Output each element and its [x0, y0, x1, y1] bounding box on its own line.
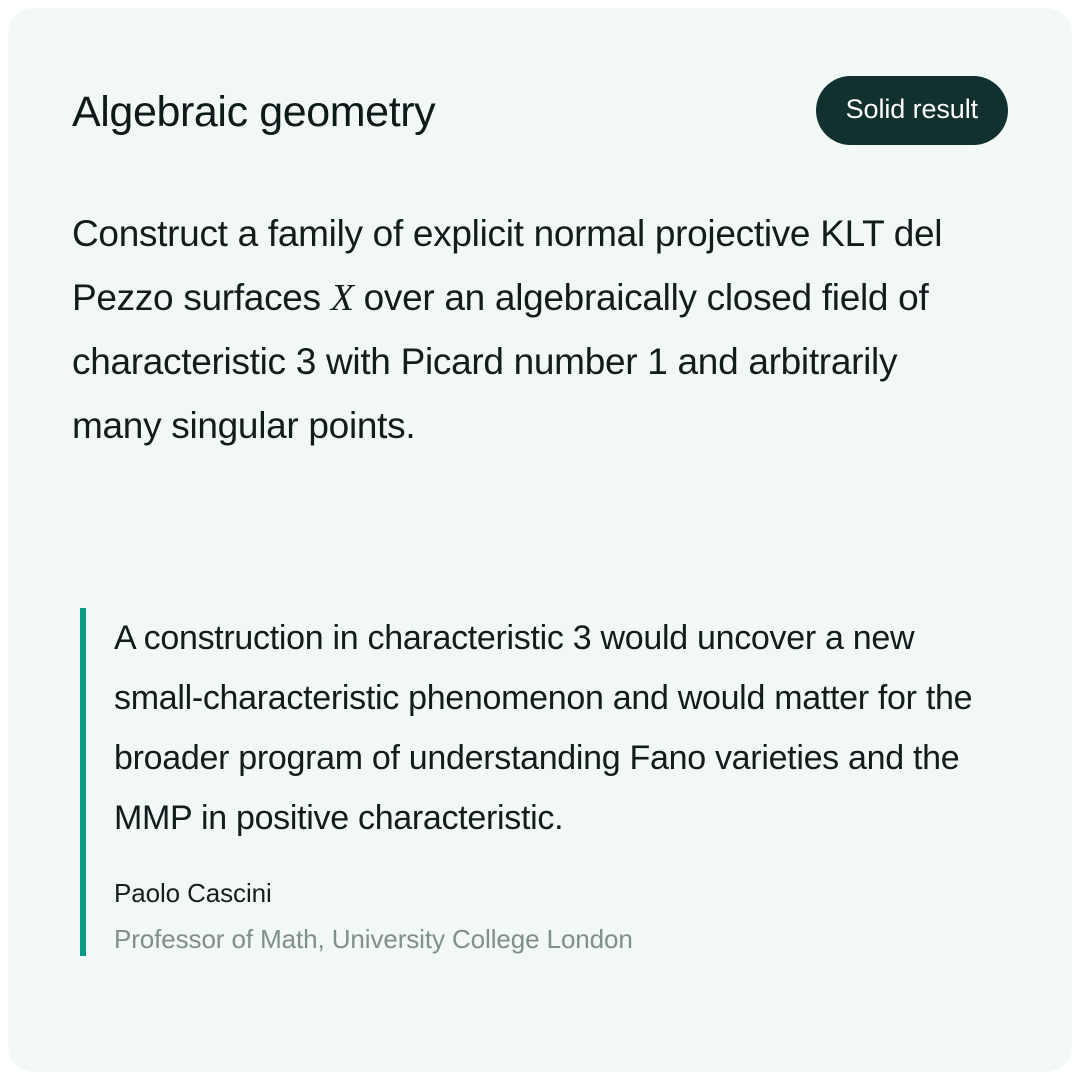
problem-text-part-1: Construct a family of explicit normal projective KLT del Pezzo surfaces: [72, 213, 943, 318]
problem-statement: [72, 202, 992, 458]
result-card: [8, 8, 1072, 1072]
math-variable-x: X: [330, 277, 354, 319]
quote-author-name: Paolo Cascini: [114, 878, 272, 908]
problem-text-part-2: over an algebraically closed field of characteristic 3 with Picard number 1 and arbitrarily many singular points.: [72, 277, 929, 446]
page-title: Algebraic geometry: [72, 88, 436, 136]
card-header: [72, 72, 1008, 158]
quote-text: A construction in characteristic 3 would uncover a new small-characteristic phenomenon and would matter for the broader program of understanding Fano varieties and the MMP in positive characteristic.: [114, 619, 973, 837]
quote-block: [80, 608, 1008, 956]
quote-author-affiliation: Professor of Math, University College London: [114, 924, 633, 954]
status-badge: Solid result: [816, 76, 1008, 145]
